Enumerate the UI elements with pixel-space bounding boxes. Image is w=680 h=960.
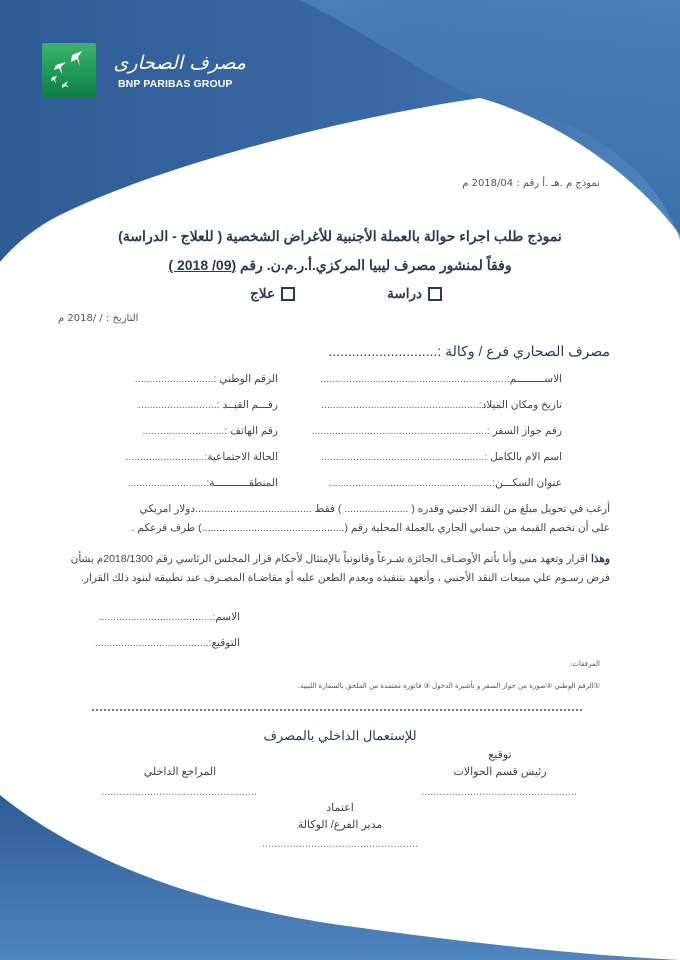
applicant-name-label: الاسم: <box>212 611 240 623</box>
internal-auditor-title: المراجع الداخلي <box>143 766 217 778</box>
circular-reference: (09/ 2018 ) <box>168 257 237 273</box>
checkbox-treatment-box[interactable] <box>281 287 295 301</box>
approval-caption: اعتماد <box>326 802 354 814</box>
field-address-label: عنوان السكـــن: <box>492 477 562 489</box>
subtitle-text: وفقاً لمنشور مصرف ليبيا المركزي.أ.ر.م.ن. رقم <box>236 257 512 273</box>
field-mother-name-label: اسم الام بالكامل : <box>484 451 562 463</box>
applicant-signature-field[interactable] <box>68 635 240 651</box>
declaration-text: اقرار وتعهد مني وأنا بأتم الأوصـاف الجائزة شـرعاً وقانونياً بالإمتثال لأحكام قرار المجلس الرئاسي رقم 2018/1300م بشأن فرض رسـوم علي مبيعات النقد الأجنبي ، وأتعهد بتنفيذه وبعدم الطعن عليه أو مقاضـاة المصـرف عند تطبيقه لبنود ذلك القرار. <box>70 553 610 584</box>
field-passport-label: رقم جواز السفر : <box>486 425 562 437</box>
checkbox-study-box[interactable] <box>428 287 442 301</box>
field-marital-status-label: الحالة الاجتماعية: <box>204 451 278 463</box>
field-phone-label: رقم الهاتف : <box>224 425 278 437</box>
checkbox-treatment[interactable] <box>250 286 295 302</box>
field-national-id-input[interactable]: ........................... <box>134 373 214 385</box>
field-region-label: المنطقـــــــــــة: <box>206 477 278 489</box>
bank-name-arabic: مصرف الصحارى <box>113 52 246 74</box>
field-phone-input[interactable]: ............................ <box>142 425 225 437</box>
internal-auditor-signature-line[interactable]: ................................................... <box>101 786 257 798</box>
branch-field[interactable]: مصرف الصحاري فرع / وكالة :............................ <box>328 343 610 359</box>
field-marital-status[interactable] <box>82 449 278 465</box>
field-registry-number[interactable] <box>82 397 278 413</box>
form-subtitle <box>0 257 680 274</box>
declaration-lead: وهذا <box>590 553 610 565</box>
head-transfers-signature-line[interactable]: ................................................... <box>421 786 577 798</box>
applicant-signature-label: التوقيع: <box>208 637 240 649</box>
checkbox-treatment-label: علاج <box>250 286 275 301</box>
branch-manager-signature-line[interactable]: ................................................... <box>262 838 418 850</box>
bnp-logo-mark <box>42 43 96 97</box>
field-phone[interactable] <box>82 423 278 439</box>
applicant-signature-input[interactable]: ....................................... <box>94 637 209 649</box>
field-mother-name[interactable] <box>292 449 562 465</box>
field-registry-number-input[interactable]: ........................... <box>137 399 217 411</box>
branch-manager-title: مدير الفرع/ الوكالة <box>297 819 383 831</box>
attachments-list: ①الرقم الوطني ②صورة من جواز السفر و تأشيرة الدخول ③ فاتورة معتمدة من الملحق بالسفارة الليبية. <box>297 682 600 690</box>
field-passport-input[interactable]: ............................................................ <box>311 425 487 437</box>
section-divider <box>92 709 582 711</box>
field-registry-number-label: رقـــم القيــد : <box>216 399 278 411</box>
transfer-account-line[interactable]: على أن تخصم القيمة من حسابي الجاري بالعملة المحلية رقم (.................................................) طرف فرعكم . <box>131 522 610 534</box>
field-mother-name-input[interactable]: ........................................................ <box>320 451 485 463</box>
field-address-input[interactable]: ........................................................ <box>328 477 493 489</box>
form-code: نموذج م .هـ .أ رقم : 2018/04 م <box>462 178 600 189</box>
field-passport[interactable] <box>292 423 562 439</box>
date-field[interactable]: التاريخ : / /2018 م <box>58 313 139 324</box>
applicant-name-input[interactable]: ....................................... <box>98 611 213 623</box>
field-national-id-label: الرقم الوطني : <box>213 373 278 385</box>
field-name-label: الاســـــــــم: <box>506 373 562 385</box>
declaration-paragraph <box>50 550 610 588</box>
field-region[interactable] <box>82 475 278 491</box>
head-transfers-caption: توقيع <box>488 749 512 761</box>
bank-group-name: BNP PARIBAS GROUP <box>118 78 233 90</box>
field-birth[interactable] <box>292 397 562 413</box>
checkbox-study-label: دراسة <box>387 286 422 301</box>
head-transfers-title: رئيس قسم الحوالات <box>453 766 547 778</box>
transfer-amount-line[interactable]: أرغب في تحويل مبلغ من النقد الاجنبي وقدره ( ...................... ) فقط ........................................دولار امريكي <box>139 503 610 515</box>
field-birth-label: تاريخ ومكان الميلاد: <box>478 399 562 411</box>
field-birth-input[interactable]: ...................................................... <box>321 399 479 411</box>
field-region-input[interactable]: ........................... <box>127 477 207 489</box>
internal-use-title: للإستعمال الداخلي بالمصرف <box>263 728 417 743</box>
field-name[interactable] <box>292 371 562 387</box>
field-address[interactable] <box>292 475 562 491</box>
field-name-input[interactable]: ................................................................ <box>320 373 507 385</box>
attachments-label: المرفقات: <box>570 660 600 668</box>
applicant-name-field[interactable] <box>68 609 240 625</box>
checkbox-study[interactable] <box>387 286 442 302</box>
field-national-id[interactable] <box>82 371 278 387</box>
transfer-request-paragraph <box>50 500 610 538</box>
field-marital-status-input[interactable]: ........................... <box>125 451 205 463</box>
form-title: نموذج طلب اجراء حوالة بالعملة الأجنبية للأغراض الشخصية ( للعلاج - الدراسة) <box>118 228 562 244</box>
stars-birds-icon <box>42 43 96 97</box>
